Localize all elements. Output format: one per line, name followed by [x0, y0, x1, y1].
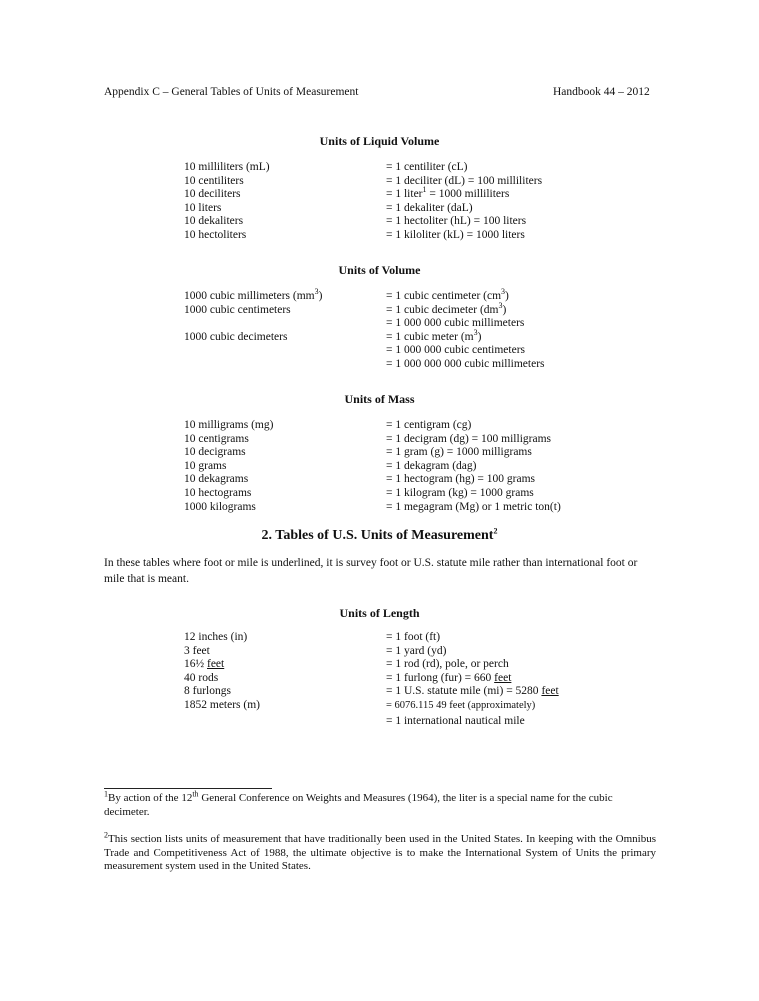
unit-right: = 1 dekaliter (daL) [386, 201, 473, 214]
liquid-volume-title: Units of Liquid Volume [319, 134, 440, 148]
unit-left [184, 658, 386, 672]
unit-right [386, 185, 510, 202]
footnote-text: This section lists units of measurement that have traditionally been used in the United States. In keeping with the Omnibus Trade and Competitiveness Act of 1988, the ultimate objective is to make the International System of Units the primary measurement system used in the United States. [104, 833, 656, 872]
footnote-2 [104, 830, 656, 874]
unit-right: = 1 kilogram (kg) = 1000 grams [386, 486, 534, 499]
unit-left: 10 grams [184, 459, 227, 472]
unit-right [386, 672, 511, 686]
unit-left [184, 715, 386, 729]
unit-right: = 1 000 000 cubic millimeters [386, 317, 525, 330]
unit-right-text: ) [502, 303, 507, 316]
unit-left: 10 centigrams [184, 432, 249, 445]
table-row [184, 215, 604, 229]
table-row [184, 433, 604, 447]
volume-table [184, 287, 604, 372]
unit-right: = 1 megagram (Mg) or 1 metric ton(t) [386, 500, 561, 513]
footnote-marker: 1 [104, 789, 108, 799]
survey-foot-underlined: feet [494, 671, 512, 684]
footnote-text: General Conference on Weights and Measures (1964), the liter is a special name for the cubic decimeter. [104, 792, 613, 818]
unit-left: 10 hectoliters [184, 228, 247, 241]
table-row [184, 161, 604, 175]
table-row [184, 446, 604, 460]
unit-right-text: = 1000 milliliters [426, 188, 510, 201]
footnote-ref: 2 [493, 526, 498, 536]
unit-right: = 1 000 000 000 cubic millimeters [386, 357, 545, 370]
unit-right: = 1 gram (g) = 1000 milligrams [386, 446, 532, 459]
liquid-volume-table [184, 161, 604, 243]
unit-right-text: = 1 cubic decimeter (dm [386, 303, 499, 316]
unit-left-text: 1000 cubic millimeters (mm [184, 290, 315, 302]
unit-left-text: 16½ [184, 658, 207, 671]
unit-left: 8 furlongs [184, 685, 231, 698]
intro-paragraph: In these tables where foot or mile is underlined, it is survey foot or U.S. statute mile rather than international foot or mile that is meant. [104, 557, 638, 585]
unit-right: = 1 international nautical mile [386, 714, 525, 727]
table-row [184, 327, 604, 345]
table-row [184, 344, 604, 358]
unit-right: = 1 yard (yd) [386, 644, 447, 657]
unit-right: = 1 kiloliter (kL) = 1000 liters [386, 228, 525, 241]
unit-left: 10 milligrams (mg) [184, 419, 274, 431]
exponent: 3 [501, 287, 506, 297]
unit-left: 1000 cubic decimeters [184, 330, 288, 343]
exponent: 3 [314, 287, 319, 297]
unit-left: 10 dekaliters [184, 215, 244, 228]
length-title: Units of Length [339, 606, 420, 620]
unit-left: 10 dekagrams [184, 473, 249, 486]
table-row [184, 501, 604, 515]
table-row [184, 202, 604, 216]
unit-right-text: = 1 U.S. statute mile (mi) = 5280 [386, 685, 542, 698]
unit-left: 12 inches (in) [184, 631, 248, 643]
unit-left: 1000 kilograms [184, 500, 256, 513]
unit-right-text: ) [505, 290, 509, 302]
section-heading [0, 528, 759, 544]
table-row [184, 317, 604, 331]
survey-foot-underlined: feet [207, 658, 225, 671]
unit-right: = 1 centigram (cg) [386, 419, 472, 431]
unit-right-text: = 1 furlong (fur) = 660 [386, 671, 495, 684]
running-header-right: Handbook 44 – 2012 [553, 86, 650, 98]
unit-right: = 1 000 000 cubic centimeters [386, 344, 526, 357]
table-row [184, 175, 604, 189]
unit-left [184, 344, 386, 358]
unit-right [386, 300, 507, 318]
unit-right: = 6076.115 49 feet (approximately) [386, 699, 536, 711]
unit-left: 1852 meters (m) [184, 698, 261, 711]
running-header-left: Appendix C – General Tables of Units of Measurement [104, 86, 359, 98]
unit-left: 10 decigrams [184, 446, 246, 459]
length-table [184, 631, 604, 728]
unit-left: 10 hectograms [184, 486, 252, 499]
unit-left [184, 317, 386, 331]
unit-right [386, 287, 509, 304]
volume-title: Units of Volume [338, 263, 421, 277]
table-row [184, 715, 604, 729]
unit-right: = 1 dekagram (dag) [386, 459, 477, 472]
unit-left: 10 liters [184, 201, 222, 214]
unit-right: = 1 deciliter (dL) = 100 milliliters [386, 174, 543, 187]
mass-table [184, 419, 604, 514]
table-row [184, 699, 604, 713]
unit-right: = 1 hectogram (hg) = 100 grams [386, 473, 536, 486]
table-row [184, 685, 604, 699]
unit-right-text: ) [477, 330, 482, 343]
unit-left [184, 287, 386, 304]
table-row [184, 672, 604, 686]
unit-right: = 1 centiliter (cL) [386, 161, 468, 173]
mass-title: Units of Mass [344, 392, 415, 406]
table-row [184, 487, 604, 501]
unit-left: 40 rods [184, 671, 219, 684]
table-row [184, 185, 604, 202]
table-row [184, 358, 604, 372]
unit-right-text: = 1 cubic meter (m [386, 330, 474, 343]
unit-left: 1000 cubic centimeters [184, 303, 291, 316]
footnote-1 [104, 789, 656, 819]
exponent: 3 [498, 300, 503, 310]
unit-left: 3 feet [184, 644, 210, 657]
unit-right [386, 327, 482, 345]
table-row [184, 631, 604, 645]
unit-left: 10 deciliters [184, 188, 241, 201]
unit-left [184, 358, 386, 372]
footnote-divider [104, 788, 272, 789]
unit-right-text: = 1 liter [386, 188, 423, 201]
unit-left: 10 centiliters [184, 174, 244, 187]
footnote-text: By action of the 12 [108, 792, 193, 804]
survey-foot-underlined: feet [541, 685, 559, 698]
ordinal-suffix: th [192, 789, 199, 799]
table-row [184, 419, 604, 433]
section-heading-text: 2. Tables of U.S. Units of Measurement [261, 528, 494, 543]
unit-right [386, 685, 559, 699]
unit-right: = 1 decigram (dg) = 100 milligrams [386, 432, 551, 445]
unit-right: = 1 rod (rd), pole, or perch [386, 658, 509, 671]
unit-left-text: ) [318, 290, 323, 302]
footnote-ref: 1 [422, 185, 427, 195]
unit-right-text: = 1 cubic centimeter (cm [386, 290, 502, 302]
unit-right: = 1 foot (ft) [386, 631, 441, 643]
table-row [184, 287, 604, 304]
table-row [184, 658, 604, 672]
table-row [184, 229, 604, 243]
footnote-marker: 2 [104, 830, 108, 840]
table-row [184, 460, 604, 474]
unit-right: = 1 hectoliter (hL) = 100 liters [386, 215, 527, 228]
exponent: 3 [473, 327, 478, 337]
unit-left: 10 milliliters (mL) [184, 161, 270, 173]
table-row [184, 645, 604, 659]
table-row [184, 473, 604, 487]
table-row [184, 300, 604, 318]
